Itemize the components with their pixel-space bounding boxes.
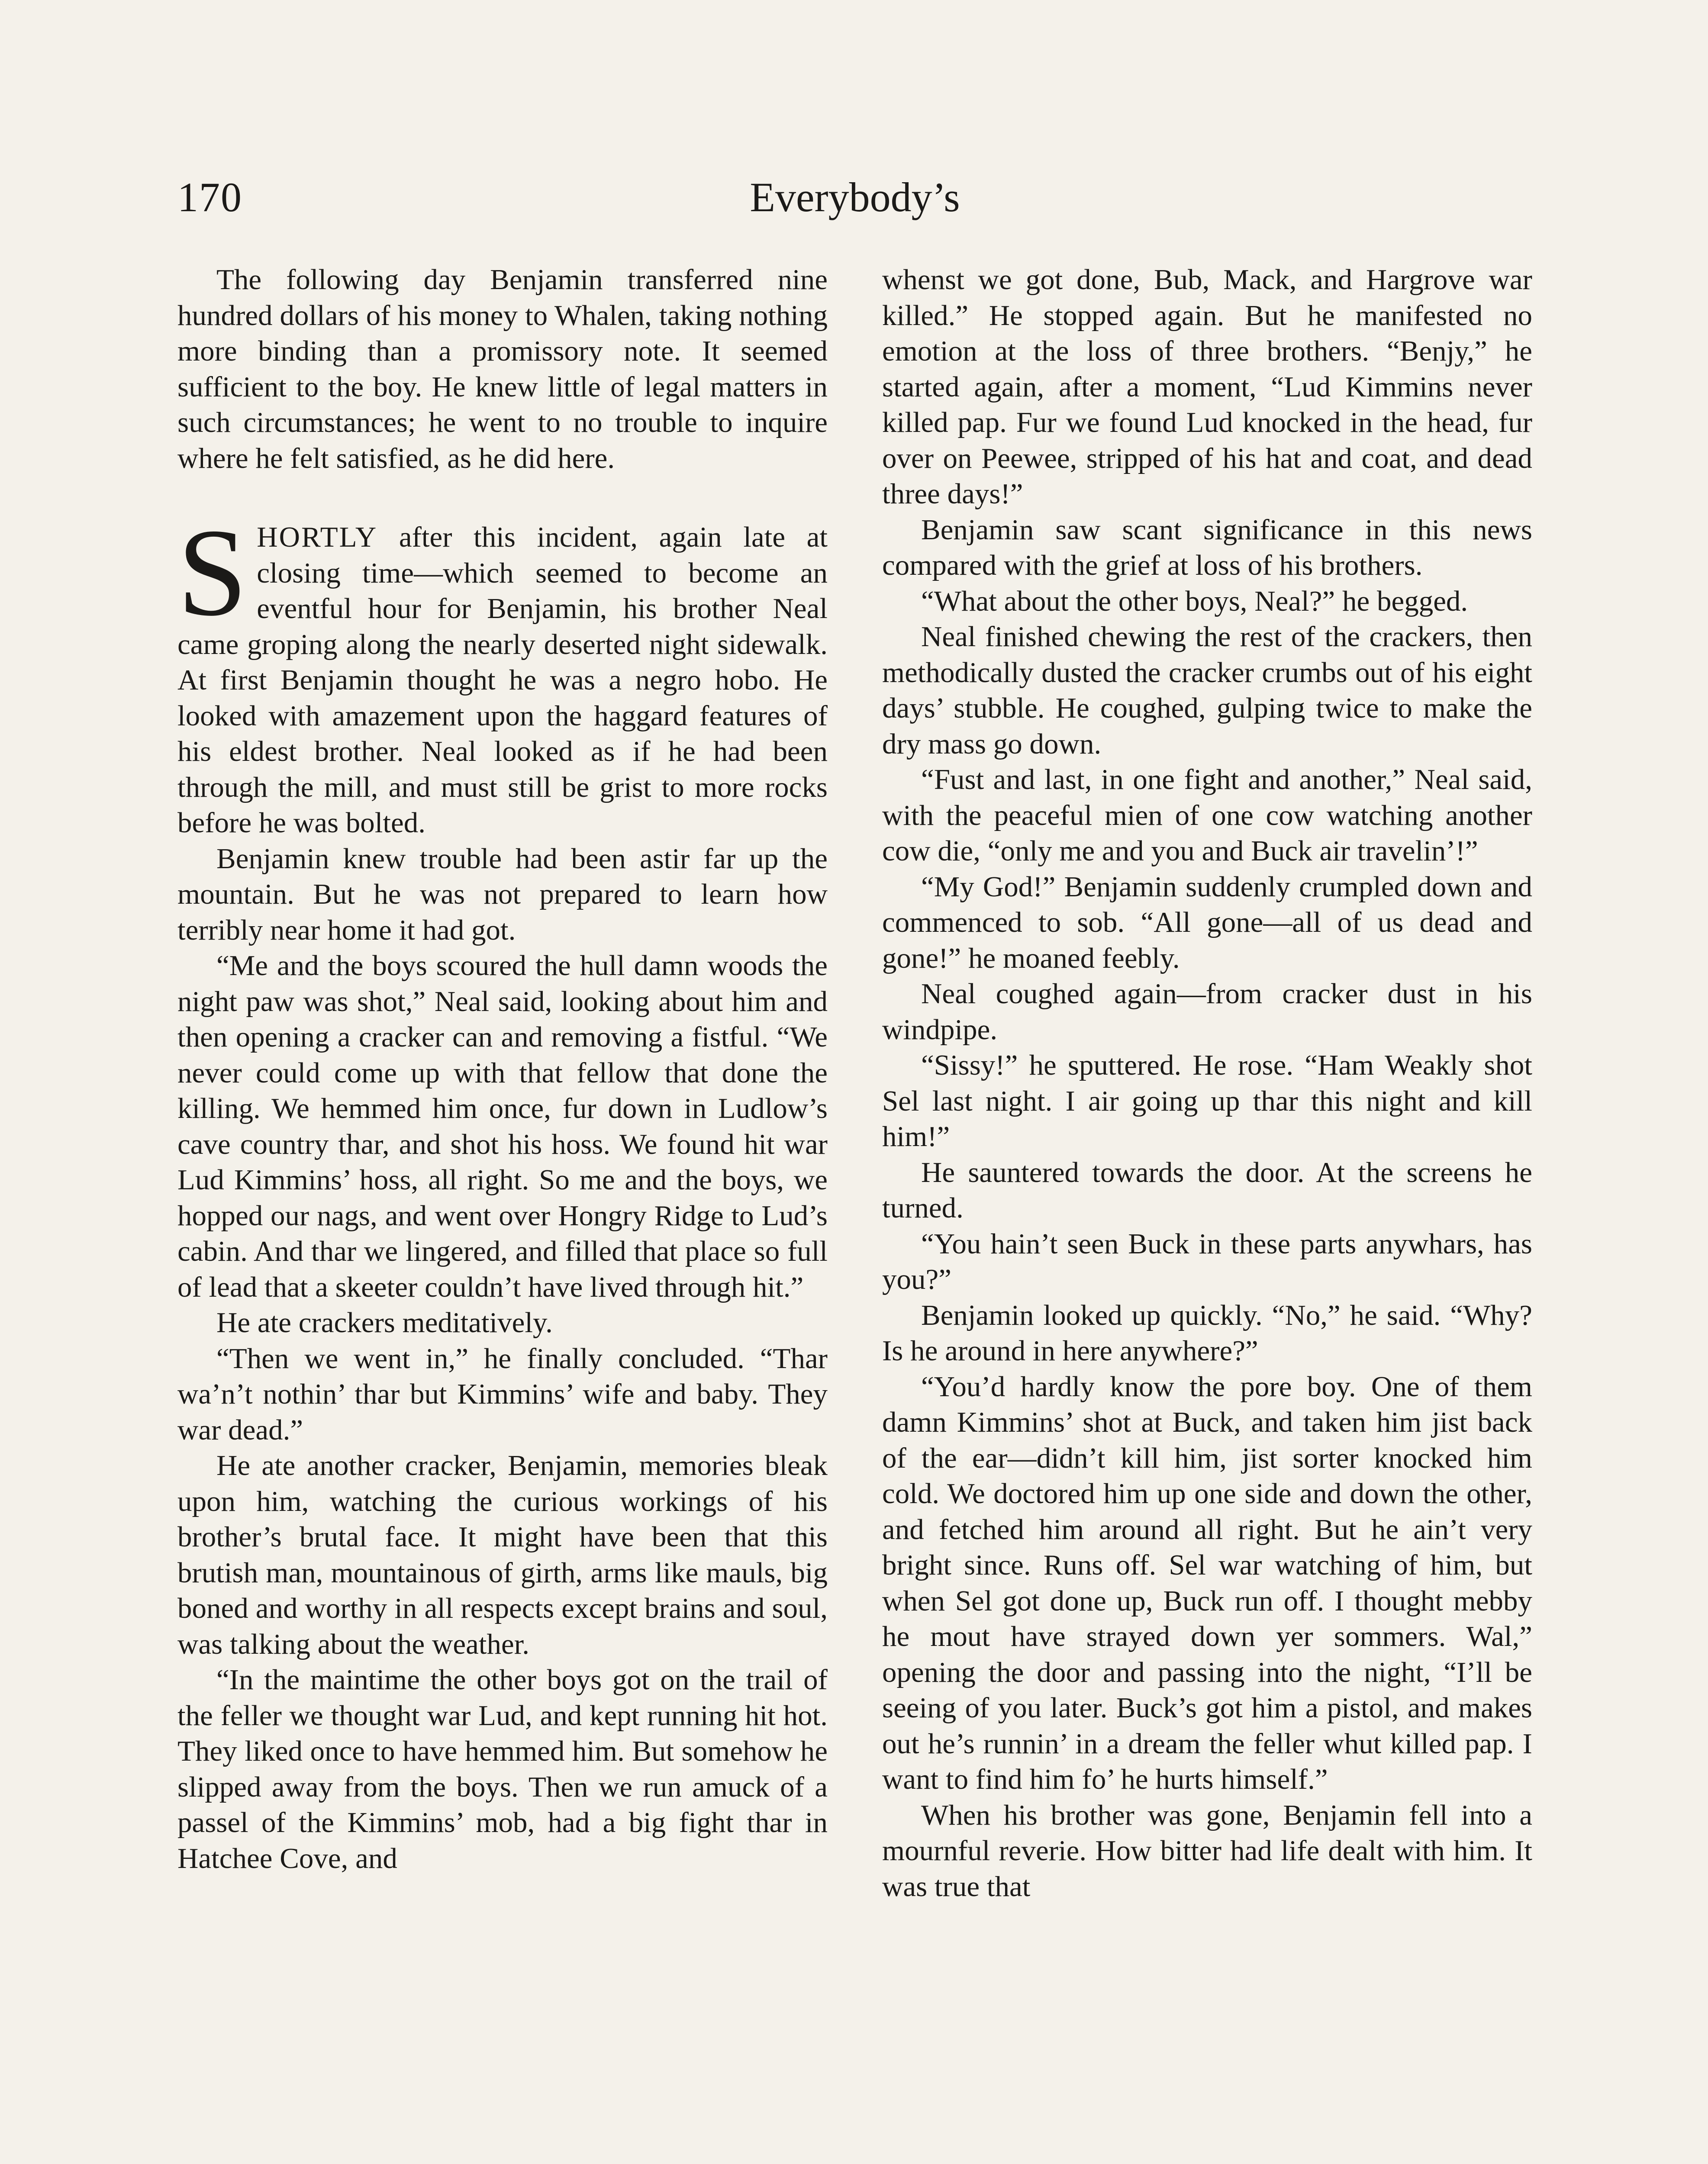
page-header [177, 173, 1532, 221]
paragraph: “Then we went in,” he finally concluded. “Thar wa’n’t nothin’ thar but Kimmins’ wife and baby. They war dead.” [177, 1342, 828, 1446]
paragraph: “You hain’t seen Buck in these parts anywhars, has you?” [882, 1227, 1532, 1295]
paragraph: “Me and the boys scoured the hull damn woods the night paw was shot,” Neal said, looking about him and then opening a cracker can and removing a fistful. “We never could come up with that fellow that done the killing. We hemmed him once, fur down in Ludlow’s cave country thar, and shot his hoss. We found hit war Lud Kimmins’ hoss, all right. So me and the boys, we hopped our nags, and went over Hongry Ridge to Lud’s cabin. And thar we lingered, and filled that place so full of lead that a skeeter couldn’t have lived through hit.” [177, 950, 828, 1303]
paragraph: Neal coughed again—from cracker dust in his windpipe. [882, 978, 1532, 1046]
paragraph: “What about the other boys, Neal?” he begged. [921, 585, 1468, 617]
running-head: Everybody’s [750, 174, 960, 220]
paragraph-text: after this incident, again late at closing time—which seemed to become an eventful hour for Benjamin, his brother Neal came groping along the nearly deserted night sidewalk. At first Benjamin thought he was a negro hobo. He looked with amazement upon the haggard features of his eldest brother. Neal looked as if he had been through the mill, and must still be grist to more rocks before he was bolted. [177, 521, 828, 839]
paragraph: “In the maintime the other boys got on the trail of the feller we thought war Lud, and kept running hit hot. They liked once to have hemmed him. But somehow he slipped away from the boys. Then we run amuck of a passel of the Kimmins’ mob, had a big fight thar in Hatchee Cove, and [177, 1664, 828, 1874]
drop-cap: S [177, 503, 248, 642]
left-column [177, 262, 828, 2164]
paragraph: He ate crackers meditatively. [216, 1307, 553, 1339]
paragraph: When his brother was gone, Benjamin fell into a mournful reverie. How bitter had life dealt with him. It was true that [882, 1799, 1532, 1903]
paragraph: He sauntered towards the door. At the screens he turned. [882, 1156, 1532, 1224]
paragraph: The following day Benjamin transferred nine hundred dollars of his money to Whalen, taking nothing more binding than a promissory note. It seemed sufficient to the boy. He knew little of legal matters in such circumstances; he went to no trouble to inquire where he felt satisfied, as he did here. [177, 264, 828, 474]
paragraph: Benjamin saw scant significance in this news compared with the grief at loss of his brothers. [882, 513, 1532, 581]
right-column [882, 262, 1532, 2164]
paragraph: “Sissy!” he sputtered. He rose. “Ham Weakly shot Sel last night. I air going up thar this night and kill him!” [882, 1049, 1532, 1153]
page-number: 170 [177, 174, 242, 220]
article-body [177, 262, 1532, 2164]
paragraph: Benjamin looked up quickly. “No,” he said. “Why? Is he around in here anywhere?” [882, 1299, 1532, 1367]
paragraph: “Fust and last, in one fight and another,” Neal said, with the peaceful mien of one cow watching another cow die, “only me and you and Buck air travelin’!” [882, 763, 1532, 867]
section-opening-paragraph [177, 503, 828, 841]
paragraph: “You’d hardly know the pore boy. One of them damn Kimmins’ shot at Buck, and taken him jist back of the ear—didn’t kill him, jist sorter knocked him cold. We doctored him up one side and down the other, and fetched him around all right. But he ain’t very bright since. Runs off. Sel war watching of him, but when Sel got done up, Buck run off. I thought mebby he mout have strayed down yer sommers. Wal,” opening the door and passing into the night, “I’ll be seeing of you later. Buck’s got him a pistol, and makes out he’s runnin’ in a dream the feller whut killed pap. I want to find him fo’ he hurts himself.” [882, 1370, 1532, 1795]
lead-word: HORTLY [257, 521, 378, 553]
paragraph: Benjamin knew trouble had been astir far up the mountain. But he was not prepared to learn how terribly near home it had got. [177, 842, 828, 946]
paragraph: Neal finished chewing the rest of the crackers, then methodically dusted the cracker crumbs out of his eight days’ stubble. He coughed, gulping twice to make the dry mass go down. [882, 621, 1532, 760]
paragraph: whenst we got done, Bub, Mack, and Hargrove war killed.” He stopped again. But he manifested no emotion at the loss of three brothers. “Benjy,” he started again, after a moment, “Lud Kimmins never killed pap. Fur we found Lud knocked in the head, fur over on Peewee, stripped of his hat and coat, and dead three days!” [882, 264, 1532, 510]
paragraph: He ate another cracker, Benjamin, memories bleak upon him, watching the curious workings of his brother’s brutal face. It might have been that this brutish man, mountainous of girth, arms like mauls, big boned and worthy in all respects except brains and soul, was talking about the weather. [177, 1449, 828, 1660]
paragraph: “My God!” Benjamin suddenly crumpled down and commenced to sob. “All gone—all of us dead and gone!” he moaned feebly. [882, 870, 1532, 974]
